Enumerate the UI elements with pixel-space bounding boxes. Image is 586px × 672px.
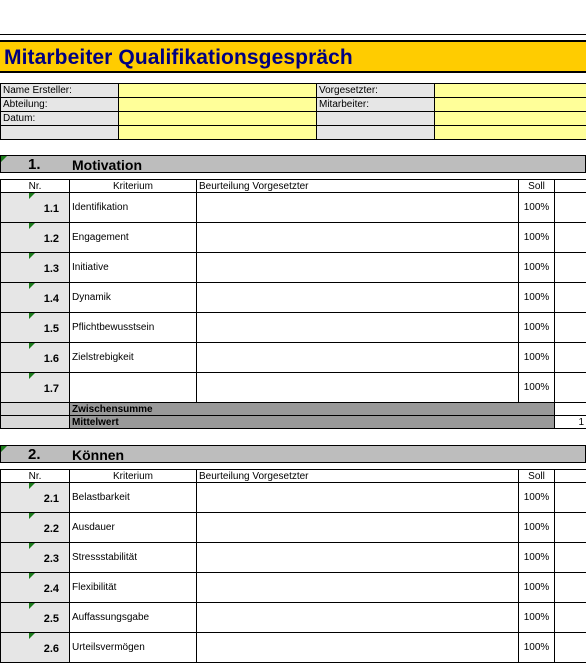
- beurteilung-cell[interactable]: [197, 223, 519, 253]
- column-header-kriterium: Kriterium: [70, 470, 197, 483]
- item-number: 2.4: [43, 583, 59, 595]
- item-number: 1.6: [43, 353, 59, 365]
- comment-marker-icon: [29, 253, 35, 259]
- soll-cell[interactable]: 100%: [519, 223, 555, 253]
- comment-marker-icon: [29, 603, 35, 609]
- soll-cell[interactable]: 100%: [519, 633, 555, 663]
- soll-cell[interactable]: 100%: [519, 343, 555, 373]
- item-number: 1.7: [43, 383, 59, 395]
- empty-label-cell: [317, 126, 435, 140]
- section-koennen: [0, 445, 586, 663]
- name-ersteller-label: Name Ersteller:: [1, 84, 119, 98]
- beurteilung-cell[interactable]: [197, 603, 519, 633]
- beurteilung-cell[interactable]: [197, 483, 519, 513]
- column-header-extra: [555, 470, 586, 483]
- nr-cell: [1, 313, 70, 343]
- kriterium-cell[interactable]: Belastbarkeit: [70, 483, 197, 513]
- extra-field[interactable]: [435, 112, 586, 126]
- sheet-top-area: [0, 0, 586, 35]
- nr-cell: [1, 283, 70, 313]
- kriterium-cell[interactable]: Initiative: [70, 253, 197, 283]
- vorgesetzter-label: Vorgesetzter:: [317, 84, 435, 98]
- section-title: Motivation: [72, 157, 142, 173]
- kriterium-cell[interactable]: Engagement: [70, 223, 197, 253]
- kriterium-cell[interactable]: Stressstabilität: [70, 543, 197, 573]
- column-header-beurteilung: Beurteilung Vorgesetzter: [197, 470, 519, 483]
- comment-marker-icon: [29, 193, 35, 199]
- title-bar: [0, 40, 586, 73]
- kriterium-cell[interactable]: Ausdauer: [70, 513, 197, 543]
- mittelwert-label: Mittelwert: [70, 416, 555, 429]
- beurteilung-cell[interactable]: [197, 253, 519, 283]
- nr-cell: [1, 603, 70, 633]
- item-number: 2.2: [43, 523, 59, 535]
- column-header-extra: [555, 180, 586, 193]
- nr-cell: [1, 253, 70, 283]
- extra-field[interactable]: [435, 126, 586, 140]
- extra-cell[interactable]: [555, 513, 586, 543]
- beurteilung-cell[interactable]: [197, 193, 519, 223]
- extra-cell[interactable]: [555, 253, 586, 283]
- item-number: 2.3: [43, 553, 59, 565]
- soll-cell[interactable]: 100%: [519, 283, 555, 313]
- nr-cell: [1, 573, 70, 603]
- comment-marker-icon: [1, 156, 7, 162]
- empty-label-cell: [317, 112, 435, 126]
- item-number: 2.6: [43, 643, 59, 655]
- comment-marker-icon: [29, 373, 35, 379]
- comment-marker-icon: [29, 283, 35, 289]
- column-header-kriterium: Kriterium: [70, 180, 197, 193]
- beurteilung-cell[interactable]: [197, 373, 519, 403]
- kriterium-cell[interactable]: Zielstrebigkeit: [70, 343, 197, 373]
- item-number: 1.1: [43, 203, 59, 215]
- table-row: [1, 313, 586, 343]
- table-row: [1, 223, 586, 253]
- item-number: 1.3: [43, 263, 59, 275]
- soll-cell[interactable]: 100%: [519, 373, 555, 403]
- section-number: 2.: [28, 446, 41, 463]
- column-header-soll: Soll: [519, 180, 555, 193]
- soll-cell[interactable]: 100%: [519, 513, 555, 543]
- table-row: [1, 543, 586, 573]
- table-row: [1, 513, 586, 543]
- zwischensumme-value: [555, 403, 586, 416]
- abteilung-field[interactable]: [119, 98, 317, 112]
- column-header-beurteilung: Beurteilung Vorgesetzter: [197, 180, 519, 193]
- table-row: [1, 373, 586, 403]
- table-row: [1, 573, 586, 603]
- extra-cell[interactable]: [555, 373, 586, 403]
- table-row: [1, 603, 586, 633]
- item-number: 1.2: [43, 233, 59, 245]
- sum-spacer: [1, 403, 70, 416]
- soll-cell[interactable]: 100%: [519, 603, 555, 633]
- page-title: Mitarbeiter Qualifikationsgespräch: [4, 46, 353, 69]
- soll-cell[interactable]: 100%: [519, 313, 555, 343]
- beurteilung-cell[interactable]: [197, 633, 519, 663]
- section-1-rows: [1, 193, 586, 403]
- extra-cell[interactable]: [555, 193, 586, 223]
- nr-cell: [1, 513, 70, 543]
- comment-marker-icon: [29, 343, 35, 349]
- table-row: [1, 253, 586, 283]
- item-number: 1.4: [43, 293, 59, 305]
- section-title: Können: [72, 447, 125, 463]
- nr-cell: [1, 483, 70, 513]
- soll-cell[interactable]: 100%: [519, 573, 555, 603]
- column-header-soll: Soll: [519, 470, 555, 483]
- kriterium-cell[interactable]: Urteilsvermögen: [70, 633, 197, 663]
- extra-cell[interactable]: [555, 223, 586, 253]
- sum-spacer: [1, 416, 70, 429]
- item-number: 2.5: [43, 613, 59, 625]
- header-info-table: [0, 83, 586, 140]
- beurteilung-cell[interactable]: [197, 283, 519, 313]
- extra-cell[interactable]: [555, 283, 586, 313]
- beurteilung-cell[interactable]: [197, 313, 519, 343]
- soll-cell[interactable]: 100%: [519, 483, 555, 513]
- beurteilung-cell[interactable]: [197, 573, 519, 603]
- table-row: [1, 483, 586, 513]
- table-row: [1, 283, 586, 313]
- extra-cell[interactable]: [555, 313, 586, 343]
- item-number: 1.5: [43, 323, 59, 335]
- nr-cell: [1, 633, 70, 663]
- extra-cell[interactable]: [555, 543, 586, 573]
- datum-field[interactable]: [119, 112, 317, 126]
- extra-cell[interactable]: [555, 603, 586, 633]
- kriterium-cell[interactable]: Identifikation: [70, 193, 197, 223]
- column-header-nr: Nr.: [1, 470, 70, 483]
- criteria-table: [0, 469, 586, 663]
- extra-cell[interactable]: [555, 573, 586, 603]
- comment-marker-icon: [29, 633, 35, 639]
- comment-marker-icon: [29, 543, 35, 549]
- soll-cell[interactable]: 100%: [519, 193, 555, 223]
- section-number: 1.: [28, 156, 41, 173]
- name-ersteller-field[interactable]: [119, 84, 317, 98]
- section-header: [0, 445, 586, 463]
- criteria-table: [0, 179, 586, 429]
- kriterium-cell[interactable]: [70, 373, 197, 403]
- beurteilung-cell[interactable]: [197, 543, 519, 573]
- comment-marker-icon: [29, 313, 35, 319]
- mitarbeiter-field[interactable]: [435, 98, 586, 112]
- datum-label: Datum:: [1, 112, 119, 126]
- mittelwert-value: 1: [555, 416, 586, 429]
- nr-cell: [1, 193, 70, 223]
- extra-cell[interactable]: [555, 483, 586, 513]
- table-row: [1, 193, 586, 223]
- beurteilung-cell[interactable]: [197, 513, 519, 543]
- section-motivation: [0, 155, 586, 429]
- soll-cell[interactable]: 100%: [519, 253, 555, 283]
- column-header-nr: Nr.: [1, 180, 70, 193]
- beurteilung-cell[interactable]: [197, 343, 519, 373]
- soll-cell[interactable]: 100%: [519, 543, 555, 573]
- nr-cell: [1, 343, 70, 373]
- abteilung-label: Abteilung:: [1, 98, 119, 112]
- zwischensumme-label: Zwischensumme: [70, 403, 555, 416]
- nr-cell: [1, 373, 70, 403]
- extra-cell[interactable]: [555, 633, 586, 663]
- kriterium-cell[interactable]: Pflichtbewusstsein: [70, 313, 197, 343]
- extra-cell[interactable]: [555, 343, 586, 373]
- comment-marker-icon: [29, 483, 35, 489]
- nr-cell: [1, 543, 70, 573]
- section-2-rows: [1, 483, 586, 663]
- comment-marker-icon: [29, 513, 35, 519]
- extra-field[interactable]: [119, 126, 317, 140]
- table-row: [1, 343, 586, 373]
- item-number: 2.1: [43, 493, 59, 505]
- comment-marker-icon: [1, 446, 7, 452]
- kriterium-cell[interactable]: Dynamik: [70, 283, 197, 313]
- mitarbeiter-label: Mitarbeiter:: [317, 98, 435, 112]
- table-row: [1, 633, 586, 663]
- section-header: [0, 155, 586, 173]
- kriterium-cell[interactable]: Auffassungsgabe: [70, 603, 197, 633]
- comment-marker-icon: [29, 573, 35, 579]
- kriterium-cell[interactable]: Flexibilität: [70, 573, 197, 603]
- nr-cell: [1, 223, 70, 253]
- vorgesetzter-field[interactable]: [435, 84, 586, 98]
- empty-label-cell: [1, 126, 119, 140]
- comment-marker-icon: [29, 223, 35, 229]
